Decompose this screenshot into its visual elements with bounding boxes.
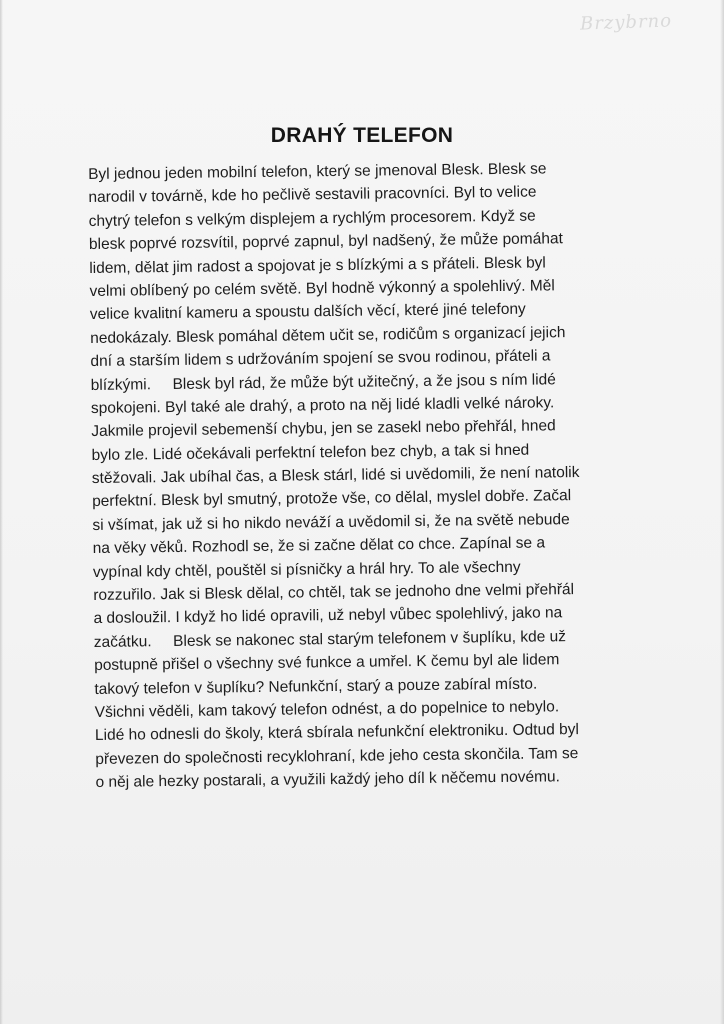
- text-line: vypínal kdy chtěl, pouštěl si písničky a hrál hry. To ale všechny: [92, 558, 521, 581]
- text-line: stěžovali. Jak ubíhal čas, a Blesk stárl, lidé si uvědomili, že není natolik: [91, 464, 580, 488]
- text-line: spokojeni. Byl také ale drahý, a proto na něj lidé kladli velké nároky.: [90, 394, 555, 417]
- text-line: Jakmile projevil sebemenší chybu, jen se zasekl nebo přehřál, hned: [91, 417, 556, 441]
- text-line: převezen do společnosti recyklohraní, kde jeho cesta skončila. Tam se: [95, 744, 579, 768]
- page-edge-right: [720, 0, 724, 1024]
- document-title: DRAHÝ TELEFON: [270, 124, 454, 147]
- text-line: narodil v továrně, kde ho pečlivě sestavili pracovníci. Byl to velice: [88, 183, 537, 207]
- text-line: začátku. Blesk se nakonec stal starým telefonem v šuplíku, kde už: [93, 628, 567, 651]
- text-line: blesk poprvé rozsvítil, poprvé zapnul, byl nadšený, že může pomáhat: [88, 230, 563, 254]
- text-line: chytrý telefon s velkým displejem a rychlým procesorem. Když se: [88, 207, 536, 230]
- text-line: Lidé ho odnesli do školy, která sbírala nefunkční elektroniku. Odtud byl: [94, 721, 580, 745]
- text-line: postupně přišel o všechny své funkce a umřel. K čemu byl ale lidem: [94, 651, 560, 675]
- text-line: a dosloužil. I když ho lidé opravili, už nebyl vůbec spolehlivý, jako na: [93, 604, 563, 628]
- page-edge-left: [0, 0, 3, 1024]
- text-line: velmi oblíbený po celém světě. Byl hodně výkonný a spolehlivý. Měl: [89, 277, 555, 300]
- text-line: takový telefon v šuplíku? Nefunkční, starý a pouze zabíral místo.: [94, 675, 538, 698]
- text-line: blízkými. Blesk byl rád, že může být užitečný, a že jsou s ním lidé: [90, 370, 556, 394]
- text-line: na věky věků. Rozhodl se, že si začne dělat co chce. Zapínal se a: [92, 534, 546, 558]
- text-line: Všichni věděli, kam takový telefon odnést, a do popelnice to nebylo.: [94, 698, 560, 721]
- text-line: dní a starším lidem s udržováním spojení se svou rodinou, přáteli a: [90, 347, 551, 371]
- text-line: velice kvalitní kameru a spoustu dalších věcí, které jiné telefony: [89, 301, 526, 324]
- text-line: perfektní. Blesk byl smutný, protože vše, co dělal, myslel dobře. Začal: [92, 487, 572, 511]
- text-line: lidem, dělat jim radost a spojovat je s blízkými a s přáteli. Blesk byl: [89, 253, 546, 277]
- text-line: nedokázaly. Blesk pomáhal dětem učit se, rodičům s organizací jejich: [90, 323, 566, 347]
- text-line: bylo zle. Lidé očekávali perfektní telefon bez chyb, a tak si hned: [91, 441, 530, 464]
- text-line: Byl jednou jeden mobilní telefon, který se jmenoval Blesk. Blesk se: [88, 160, 547, 183]
- story-body: [88, 156, 636, 794]
- text-line: o něj ale hezky postarali, a využili každý jeho díl k něčemu novému.: [95, 768, 561, 792]
- text-line: si všímat, jak už si ho nikdo neváží a uvědomil si, že na světě nebude: [92, 511, 570, 534]
- text-line: rozzuřilo. Jak si Blesk dělal, co chtěl, tak se jednoho dne velmi přehřál: [93, 581, 575, 604]
- bleed-through-handwriting: Brzybrno: [579, 10, 673, 35]
